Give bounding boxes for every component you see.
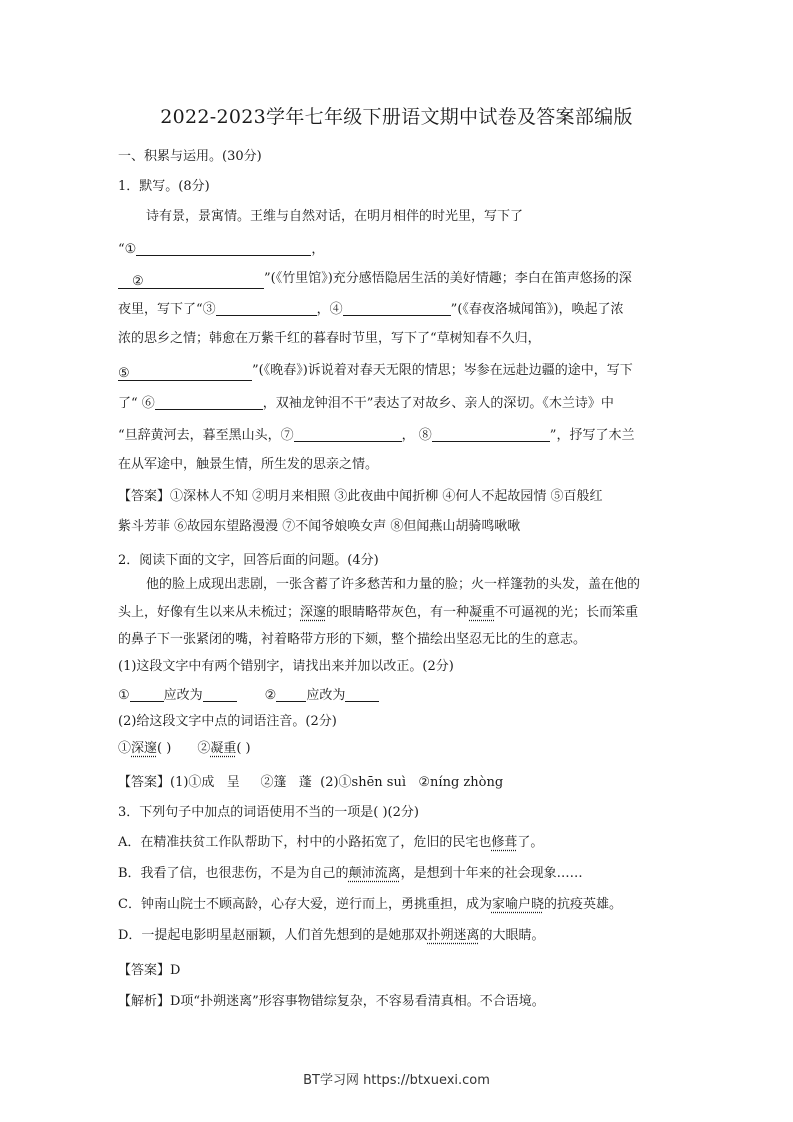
- item-1-num: ①: [118, 688, 130, 703]
- dotted-word-shensui: 深邃: [131, 741, 158, 756]
- line-7-text-b: ，双袖龙钟泪不干”表达了对故乡、亲人的深切。《木兰诗》中: [262, 396, 614, 411]
- dotted-word-ningzhong: 凝重: [469, 605, 496, 620]
- option-c-tail: 的抗疫英雄。: [543, 897, 622, 912]
- option-d-tail: 的大眼睛。: [479, 928, 545, 943]
- pinyin-paren-1: ( ): [157, 741, 172, 756]
- option-b-word: 颠沛流离: [348, 866, 401, 881]
- blank-5-label: ⑤: [118, 366, 130, 381]
- blank-2: [118, 273, 264, 289]
- question-2-paragraph-line-1: 他的脸上成现出悲剧，一张含蓄了许多愁苦和力量的脸；火一样篷勃的头发，盖在他的: [146, 577, 641, 592]
- line-4-text-c: ”(《春夜洛城闻笛》)，唤起了浓: [450, 302, 624, 317]
- item-1-num: ①: [118, 741, 132, 756]
- option-a-text: A．在精准扶贫工作队帮助下，村中的小路拓宽了，危旧的民宅也: [118, 835, 492, 850]
- sub1-blank-1b: [203, 686, 237, 702]
- option-b-tail: ，是想到十年来的社会现象……: [400, 866, 583, 881]
- pinyin-paren-2: ( ): [236, 741, 251, 756]
- question-2-sub-1-answers: [118, 686, 678, 705]
- option-c: [118, 896, 678, 914]
- item-2-text: 应改为: [306, 688, 346, 703]
- section-heading: 一、积累与运用。(30分): [118, 149, 262, 164]
- question-3-answer: 【答案】D: [118, 963, 181, 978]
- question-1-answer-line-1: 【答案】①深林人不知 ②明月来相照 ③此夜曲中闻折柳 ④何人不起故园情 ⑤百般红: [118, 489, 603, 504]
- sub1-blank-1a: [130, 686, 164, 702]
- question-1-answer-line-2: 紫斗芳菲 ⑥故园东望路漫漫 ⑦不闻爷娘唤女声 ⑧但闻燕山胡骑鸣啾啾: [118, 519, 521, 534]
- line-3-text: ”(《竹里馆》)充分感悟隐居生活的美好情趣；李白在笛声悠扬的深: [264, 271, 632, 286]
- page-title: 2022-2023学年七年级下册语文期中试卷及答案部编版: [160, 106, 633, 128]
- question-2-answer: 【答案】(1)①成 呈 ②篷 蓬 (2)①shēn suì ②níng zhòng: [118, 775, 504, 790]
- question-2-sub-2: (2)给这段文字中点的词语注音。(2分): [118, 714, 337, 729]
- question-2-paragraph-line-3: 的鼻子下一张紧闭的嘴，衬着略带方形的下颏，整个描绘出坚忍无比的生的意志。: [118, 632, 587, 647]
- line-7-text-a: 了“ ⑥: [118, 396, 155, 411]
- item-2-num: ②: [197, 741, 211, 756]
- option-c-text: C．钟南山院士不顾高龄，心存大爱，逆行而上，勇挑重担，成为: [118, 897, 492, 912]
- question-1-line-8: [118, 426, 678, 445]
- line-8-text-a: “旦辞黄河去，暮至黑山头，⑦: [118, 428, 294, 443]
- blank-3: [216, 300, 317, 316]
- question-1-heading: 1．默写。(8分): [118, 179, 210, 194]
- blank-1-label: “①: [118, 242, 137, 257]
- para-line-2-text-a: 头上，好像有生以来从未梳过；: [118, 605, 301, 620]
- option-a-tail: 了。: [517, 835, 544, 850]
- blank-2-label: ②: [132, 274, 144, 289]
- question-2-sub-2-answers: [118, 740, 678, 758]
- option-a: [118, 834, 678, 852]
- option-d-word: 扑朔迷离: [427, 928, 480, 943]
- blank-1: [136, 240, 311, 256]
- sub1-blank-2b: [345, 686, 379, 702]
- question-3-analysis: 【解析】D项“扑朔迷离”形容事物错综复杂，不容易看清真相。不合语境。: [118, 994, 545, 1009]
- question-1-line-7: [118, 394, 678, 413]
- question-2-heading: 2．阅读下面的文字，回答后面的问题。(4分): [118, 553, 379, 568]
- question-1-line-9: 在从军途中，触景生情，所生发的思亲之情。: [118, 457, 379, 472]
- sub1-blank-2a: [276, 686, 306, 702]
- para-line-2-text-b: 的眼睛略带灰色，有一种: [326, 605, 470, 620]
- question-3-heading: 3．下列句子中加点的词语使用不当的一项是( )(2分): [118, 805, 419, 820]
- blank-7: [294, 426, 402, 442]
- line-6-text: ”(《晚春》)诉说着对春天无限的情思；岑参在远赴边疆的途中，写下: [252, 363, 633, 378]
- option-c-word: 家喻户晓: [491, 897, 544, 912]
- blank-5: [118, 365, 252, 381]
- item-2-num: ②: [264, 688, 277, 703]
- option-b: [118, 865, 678, 883]
- item-1-text: 应改为: [163, 688, 203, 703]
- question-1-intro: 诗有景，景寓情。王维与自然对话，在明月相伴的时光里，写下了: [146, 209, 524, 224]
- dotted-word-shensui: 深邃: [300, 605, 327, 620]
- option-b-text: B．我看了信，也很悲伤，不是为自己的: [118, 866, 349, 881]
- dotted-word-ningzhong: 凝重: [210, 741, 237, 756]
- line-8-text-b: ， ⑧: [401, 428, 432, 443]
- line-8-text-c: ”，抒写了木兰: [549, 428, 635, 443]
- option-d-text: D．一提起电影明星赵丽颖，人们首先想到的是她那双: [118, 928, 428, 943]
- question-1-line-5: 浓的思乡之情；韩愈在万紫千红的暮春时节里，写下了“草树知春不久归，: [118, 331, 541, 346]
- blank-8: [432, 426, 550, 442]
- option-a-word: 修葺: [491, 835, 518, 850]
- question-2-sub-1: (1)这段文字中有两个错别字，请找出来并加以改正。(2分): [118, 659, 454, 674]
- question-1-line-4: [118, 300, 678, 319]
- blank-4: [343, 300, 451, 316]
- option-d: [118, 927, 678, 945]
- page-footer: BT学习网 https://btxuexi.com: [303, 1073, 490, 1088]
- blank-6: [155, 394, 263, 410]
- line-4-text-a: 夜里，写下了“③: [118, 302, 216, 317]
- para-line-2-text-c: 不可逼视的光；长而笨重: [495, 605, 639, 620]
- question-1-line-2: [118, 240, 678, 259]
- line-4-text-b: ，④: [316, 302, 343, 317]
- question-2-paragraph-line-2: [118, 604, 678, 622]
- question-1-line-6: [118, 362, 678, 381]
- question-1-line-3: [118, 270, 678, 289]
- comma: ，: [311, 242, 325, 257]
